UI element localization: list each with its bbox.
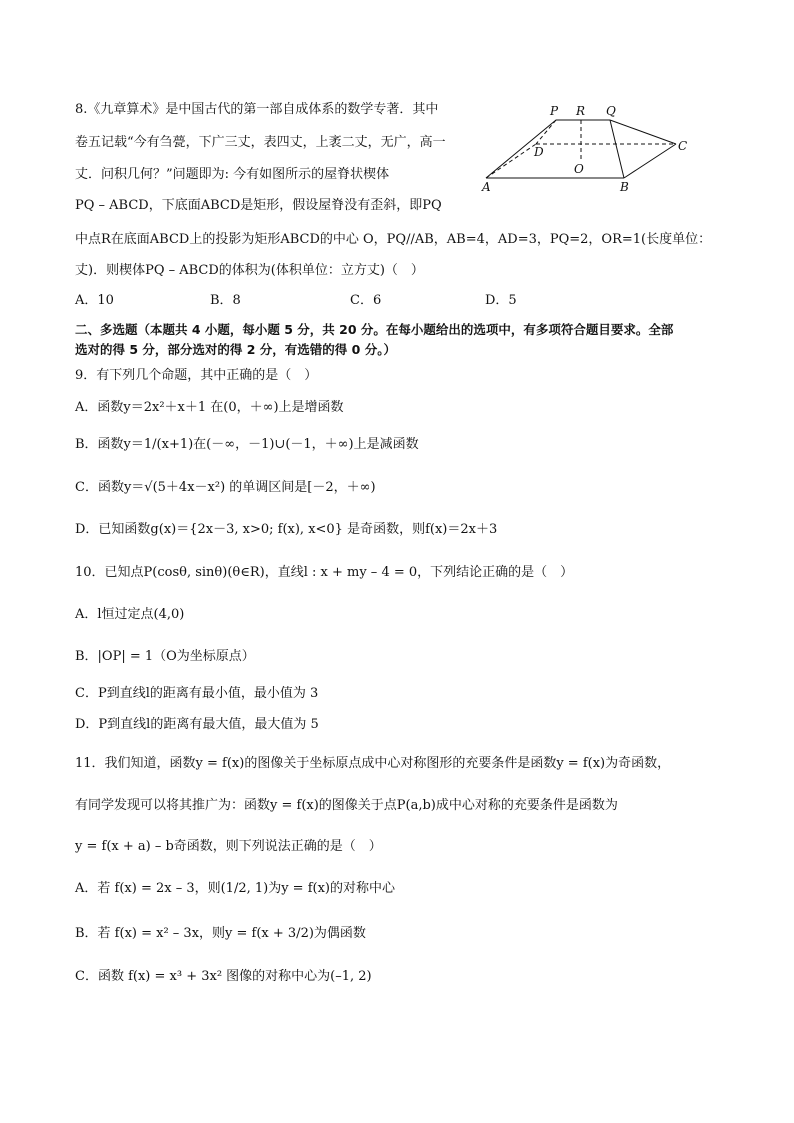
q9-stem: 9．有下列几个命题，其中正确的是（ ） bbox=[75, 368, 318, 383]
q8-line-5: 中点R在底面ABCD上的投影为矩形ABCD的中心 O，PQ//AB，AB=4，AD=3，PQ=2，OR=1(长度单位： bbox=[75, 232, 712, 247]
q9-option-d: D．已知函数g(x)＝{2x－3, x>0; f(x), x<0} 是奇函数，则f(x)＝2x＋3 bbox=[75, 522, 498, 537]
label-b: B bbox=[620, 180, 629, 194]
edge-qb bbox=[610, 120, 624, 178]
q8-line-1: 8.《九章算术》是中国古代的第一部自成体系的数学专著．其中 bbox=[75, 102, 439, 117]
q11-option-a: A．若 f(x) = 2x – 3，则(1/2, 1)为y = f(x)的对称中心 bbox=[75, 881, 395, 896]
label-a: A bbox=[482, 180, 491, 194]
q8-option-a: A．10 bbox=[75, 293, 114, 308]
label-o: O bbox=[574, 162, 584, 176]
edge-bc bbox=[624, 144, 676, 178]
q10-option-c: C．P到直线l的距离有最小值，最小值为 3 bbox=[75, 686, 319, 701]
q9-option-b: B．函数y＝1/(x+1)在(－∞，－1)∪(－1，＋∞)上是减函数 bbox=[75, 437, 419, 452]
q8-line-6: 丈)．则楔体PQ – ABCD的体积为(体积单位：立方丈)（ ） bbox=[75, 263, 424, 278]
edge-ad bbox=[486, 144, 536, 178]
q8-line-4: PQ – ABCD，下底面ABCD是矩形，假设屋脊没有歪斜，即PQ bbox=[75, 198, 442, 213]
q8-line-3: 丈．问积几何？”问题即为: 今有如图所示的屋脊状楔体 bbox=[75, 167, 390, 182]
edge-qc bbox=[610, 120, 676, 144]
q11-line-1: 11．我们知道，函数y = f(x)的图像关于坐标原点成中心对称图形的充要条件是函数y = f(x)为奇函数， bbox=[75, 756, 671, 771]
q8-option-c: C．6 bbox=[350, 293, 382, 308]
q10-option-d: D．P到直线l的距离有最大值，最大值为 5 bbox=[75, 717, 319, 732]
q11-option-b: B．若 f(x) = x² – 3x，则y = f(x + 3/2)为偶函数 bbox=[75, 926, 366, 941]
q10-option-b: B．|OP| = 1（O为坐标原点） bbox=[75, 649, 255, 664]
section-2-line-1: 二、多选题（本题共 4 小题，每小题 5 分，共 20 分。在每小题给出的选项中，有多项符合题目要求。全部 bbox=[75, 322, 674, 337]
q11-line-3: y = f(x + a) – b奇函数，则下列说法正确的是（ ） bbox=[75, 839, 382, 854]
q11-line-2: 有同学发现可以将其推广为：函数y = f(x)的图像关于点P(a,b)成中心对称的充要条件是函数为 bbox=[75, 798, 618, 813]
wedge-figure bbox=[478, 100, 708, 195]
q10-stem: 10．已知点P(cosθ, sinθ)(θ∈R)，直线l : x + my – 4 = 0，下列结论正确的是（ ） bbox=[75, 565, 574, 580]
q9-option-c: C．函数y＝√(5＋4x－x²) 的单调区间是[－2，＋∞) bbox=[75, 480, 376, 495]
q11-option-c: C．函数 f(x) = x³ + 3x² 图像的对称中心为(–1, 2) bbox=[75, 969, 372, 984]
label-p: P bbox=[550, 104, 559, 118]
q10-option-a: A．l恒过定点(4,0) bbox=[75, 607, 185, 622]
section-2-line-2: 选对的得 5 分，部分选对的得 2 分，有选错的得 0 分。） bbox=[75, 342, 396, 357]
q9-option-a: A．函数y＝2x²＋x＋1 在(0，＋∞)上是增函数 bbox=[75, 400, 344, 415]
q8-option-d: D．5 bbox=[485, 293, 517, 308]
edge-pd bbox=[536, 120, 556, 144]
label-q: Q bbox=[606, 104, 616, 118]
q8-line-2: 卷五记载“今有刍甍，下广三丈，表四丈，上袤二丈，无广，高一 bbox=[75, 135, 446, 150]
q8-option-b: B．8 bbox=[210, 293, 241, 308]
label-r: R bbox=[576, 104, 586, 118]
label-d: D bbox=[534, 145, 544, 159]
edge-pa bbox=[486, 120, 556, 178]
label-c: C bbox=[678, 139, 688, 153]
